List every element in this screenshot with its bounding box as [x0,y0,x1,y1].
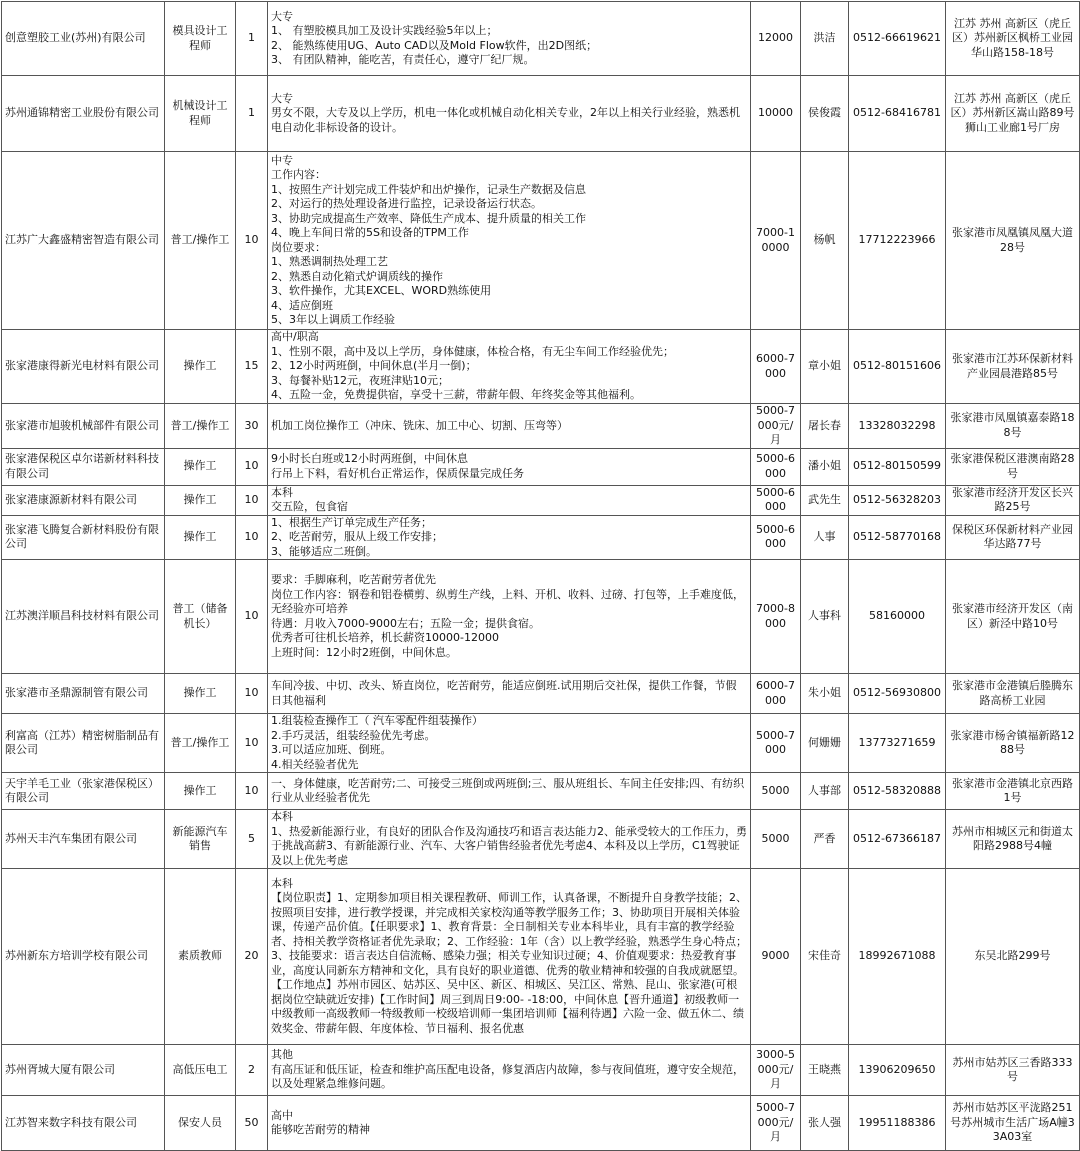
requirements-cell: 要求：手脚麻利，吃苦耐劳者优先 岗位工作内容：钢卷和铝卷横剪、纵剪生产线，上料、开机、收料、过磅、打包等，上手难度低，无经验亦可培养 待遇：月收入7000-9000左右；五险一金；提供食宿。 优秀者可往机长培养，机长薪资10000-12000 上班时间：12小时2班倒，中间休息。 [268,560,751,674]
headcount-cell: 10 [236,485,268,515]
address-cell: 东吴北路299号 [946,869,1080,1045]
company-cell: 苏州新东方培训学校有限公司 [2,869,165,1045]
salary-cell: 5000-7000 [751,714,801,773]
contact-cell: 严香 [801,810,849,869]
headcount-cell: 5 [236,810,268,869]
phone-cell: 13773271659 [849,714,946,773]
requirements-cell: 一、身体健康，吃苦耐劳;二、可接受三班倒或两班倒;三、服从班组长、车间主任安排;四、有纺织行业从业经验者优先 [268,773,751,810]
salary-cell: 5000-6000 [751,515,801,560]
headcount-cell: 50 [236,1096,268,1151]
company-cell: 天宇羊毛工业（张家港保税区）有限公司 [2,773,165,810]
phone-cell: 0512-58770168 [849,515,946,560]
table-row [2,773,1080,810]
address-cell: 张家港市金港镇北京西路1号 [946,773,1080,810]
headcount-cell: 10 [236,714,268,773]
contact-cell: 王晓燕 [801,1045,849,1096]
phone-cell: 58160000 [849,560,946,674]
position-cell: 普工/操作工 [165,152,236,330]
position-cell: 保安人员 [165,1096,236,1151]
headcount-cell: 30 [236,404,268,449]
phone-cell: 0512-58320888 [849,773,946,810]
requirements-cell: 中专 工作内容： 1、按照生产计划完成工件装炉和出炉操作，记录生产数据及信息 2、对运行的热处理设备进行监控，记录设备运行状态。 3、协助完成提高生产效率、降低生产成本、提升质量的相关工作 4、晚上车间日常的5S和设备的TPM工作 岗位要求： 1、熟悉调制热处理工艺 2、熟悉自动化箱式炉调质线的操作 3、软件操作，尤其EXCEL、WORD熟练使用 4、适应倒班 5、3年以上调质工作经验 [268,152,751,330]
address-cell: 张家港市经济开发区（南区）新泾中路10号 [946,560,1080,674]
address-cell: 保税区环保新材料产业园华达路77号 [946,515,1080,560]
address-cell: 江苏 苏州 高新区（虎丘区）苏州新区嵩山路89号狮山工业廊1号厂房 [946,76,1080,152]
position-cell: 操作工 [165,674,236,714]
phone-cell: 0512-56930800 [849,674,946,714]
requirements-cell: 大专 男女不限，大专及以上学历，机电一体化或机械自动化相关专业，2年以上相关行业经验，熟悉机电自动化非标设备的设计。 [268,76,751,152]
address-cell: 张家港市杨舍镇福新路1288号 [946,714,1080,773]
address-cell: 张家港保税区港澳南路28号 [946,448,1080,485]
requirements-cell: 其他 有高压证和低压证，检查和维护高压配电设备，修复酒店内故障，参与夜间值班，遵守安全规范，以及处理紧急维修问题。 [268,1045,751,1096]
company-cell: 张家港康得新光电材料有限公司 [2,330,165,404]
headcount-cell: 10 [236,674,268,714]
table-row [2,674,1080,714]
contact-cell: 潘小姐 [801,448,849,485]
company-cell: 苏州胥城大厦有限公司 [2,1045,165,1096]
headcount-cell: 10 [236,152,268,330]
company-cell: 苏州通锦精密工业股份有限公司 [2,76,165,152]
phone-cell: 0512-66619621 [849,2,946,76]
salary-cell: 5000-6000 [751,448,801,485]
headcount-cell: 2 [236,1045,268,1096]
table-row [2,485,1080,515]
phone-cell: 18992671088 [849,869,946,1045]
contact-cell: 朱小姐 [801,674,849,714]
company-cell: 张家港市圣鼎源制管有限公司 [2,674,165,714]
position-cell: 操作工 [165,448,236,485]
position-cell: 操作工 [165,330,236,404]
address-cell: 苏州市姑苏区平泷路251号苏州城市生活广场A幢33A03室 [946,1096,1080,1151]
headcount-cell: 10 [236,773,268,810]
salary-cell: 6000-7000 [751,674,801,714]
table-row [2,515,1080,560]
company-cell: 张家港康源新材料有限公司 [2,485,165,515]
salary-cell: 9000 [751,869,801,1045]
table-row [2,2,1080,76]
position-cell: 素质教师 [165,869,236,1045]
company-cell: 江苏广大鑫盛精密智造有限公司 [2,152,165,330]
position-cell: 普工/操作工 [165,404,236,449]
requirements-cell: 机加工岗位操作工（冲床、铣床、加工中心、切割、压弯等） [268,404,751,449]
address-cell: 苏州市姑苏区三香路333号 [946,1045,1080,1096]
table-row [2,76,1080,152]
address-cell: 张家港市凤凰镇嘉泰路188号 [946,404,1080,449]
position-cell: 操作工 [165,485,236,515]
salary-cell: 5000-7000元/月 [751,404,801,449]
salary-cell: 12000 [751,2,801,76]
headcount-cell: 1 [236,2,268,76]
table-row [2,1096,1080,1151]
table-row [2,714,1080,773]
salary-cell: 7000-10000 [751,152,801,330]
contact-cell: 屠长春 [801,404,849,449]
company-cell: 张家港飞腾复合新材料股份有限公司 [2,515,165,560]
company-cell: 创意塑胶工业(苏州)有限公司 [2,2,165,76]
table-row [2,448,1080,485]
contact-cell: 人事部 [801,773,849,810]
requirements-cell: 本科 【岗位职责】1、定期参加项目相关课程教研、师训工作，认真备课，不断提升自身教学技能；2、按照项目安排，进行教学授课，并完成相关家校沟通等教学服务工作；3、协助项目开展相关体验课，传递产品价值。【任职要求】1、教育背景：全日制相关专业本科毕业，具有丰富的教学经验者、持相关教学资格证者优先录取；2、工作经验：1年（含）以上教学经验，熟悉学生身心特点；3、技能要求：语言表达自信流畅、感染力强；相关专业知识过硬；4、价值观要求：热爱教育事业，高度认同新东方精神和文化，具有良好的职业道德、优秀的敬业精神和较强的自我成就愿望。【工作地点】苏州市园区、姑苏区、吴中区、新区、相城区、吴江区、常熟、昆山、张家港(可根据岗位空缺就近安排)【工作时间】周三到周日9:00- -18:00，中间休息【晋升通道】初级教师一中级教师一高级教师一特级教师一校级培训师一集团培训师【福利待遇】六险一金、做五休二、绩效奖金、带薪年假、年度体检、节日福利、报名优惠 [268,869,751,1045]
contact-cell: 张人强 [801,1096,849,1151]
contact-cell: 武先生 [801,485,849,515]
salary-cell: 5000-7000元/月 [751,1096,801,1151]
salary-cell: 5000-6000 [751,485,801,515]
requirements-cell: 大专 1、 有塑胶模具加工及设计实践经验5年以上； 2、 能熟练使用UG、Auto CAD以及Mold Flow软件，出2D图纸； 3、 有团队精神，能吃苦，有责任心，遵守厂纪厂规。 [268,2,751,76]
requirements-cell: 高中/职高 1、性别不限，高中及以上学历，身体健康，体检合格，有无尘车间工作经验优先； 2、12小时两班倒，中间休息(半月一倒)； 3、每餐补贴12元，夜班津贴10元； 4、五险一金，免费提供宿，享受十三薪，带薪年假、年终奖金等其他福利。 [268,330,751,404]
address-cell: 江苏 苏州 高新区（虎丘区）苏州新区枫桥工业园华山路158-18号 [946,2,1080,76]
address-cell: 张家港市江苏环保新材料产业园晨港路85号 [946,330,1080,404]
phone-cell: 0512-80151606 [849,330,946,404]
address-cell: 张家港市凤凰镇凤凰大道28号 [946,152,1080,330]
address-cell: 苏州市相城区元和街道太阳路2988号4幢 [946,810,1080,869]
headcount-cell: 10 [236,448,268,485]
salary-cell: 7000-8000 [751,560,801,674]
position-cell: 普工（储备机长） [165,560,236,674]
requirements-cell: 车间冷拔、中切、改头、矫直岗位，吃苦耐劳，能适应倒班.试用期后交社保，提供工作餐，节假日其他福利 [268,674,751,714]
table-row [2,810,1080,869]
position-cell: 高低压电工 [165,1045,236,1096]
headcount-cell: 20 [236,869,268,1045]
job-rows [2,2,1080,1151]
phone-cell: 0512-56328203 [849,485,946,515]
position-cell: 模具设计工程师 [165,2,236,76]
requirements-cell: 本科 交五险，包食宿 [268,485,751,515]
position-cell: 普工/操作工 [165,714,236,773]
company-cell: 张家港保税区卓尔诺新材料科技有限公司 [2,448,165,485]
position-cell: 新能源汽车销售 [165,810,236,869]
phone-cell: 0512-80150599 [849,448,946,485]
requirements-cell: 高中 能够吃苦耐劳的精神 [268,1096,751,1151]
headcount-cell: 10 [236,560,268,674]
contact-cell: 何姗姗 [801,714,849,773]
contact-cell: 章小姐 [801,330,849,404]
contact-cell: 洪洁 [801,2,849,76]
contact-cell: 宋佳奇 [801,869,849,1045]
company-cell: 江苏智来数字科技有限公司 [2,1096,165,1151]
headcount-cell: 1 [236,76,268,152]
headcount-cell: 10 [236,515,268,560]
address-cell: 张家港市金港镇后塍腾东路高桥工业园 [946,674,1080,714]
position-cell: 机械设计工程师 [165,76,236,152]
requirements-cell: 1.组装检查操作工（ 汽车零配件组装操作） 2.手巧灵活，组装经验优先考虑。 3.可以适应加班、倒班。 4.相关经验者优先 [268,714,751,773]
salary-cell: 10000 [751,76,801,152]
contact-cell: 侯俊霞 [801,76,849,152]
headcount-cell: 15 [236,330,268,404]
contact-cell: 杨帆 [801,152,849,330]
salary-cell: 6000-7000 [751,330,801,404]
table-row [2,560,1080,674]
company-cell: 苏州天丰汽车集团有限公司 [2,810,165,869]
phone-cell: 13906209650 [849,1045,946,1096]
phone-cell: 19951188386 [849,1096,946,1151]
company-cell: 张家港市旭骏机械部件有限公司 [2,404,165,449]
requirements-cell: 1、根据生产订单完成生产任务； 2、吃苦耐劳，服从上级工作安排； 3、能够适应二班倒。 [268,515,751,560]
requirements-cell: 9小时长白班或12小时两班倒，中间休息 行吊上下料，看好机台正常运作，保质保量完成任务 [268,448,751,485]
requirements-cell: 本科 1、热爱新能源行业，有良好的团队合作及沟通技巧和语言表达能力2、能承受较大的工作压力，勇于挑战高薪3、有新能源行业、汽车、大客户销售经验者优先考虑4、本科及以上学历，C1驾驶证及以上优先考虑 [268,810,751,869]
phone-cell: 13328032298 [849,404,946,449]
salary-cell: 5000 [751,773,801,810]
table-row [2,330,1080,404]
position-cell: 操作工 [165,773,236,810]
table-row [2,152,1080,330]
position-cell: 操作工 [165,515,236,560]
phone-cell: 0512-68416781 [849,76,946,152]
address-cell: 张家港市经济开发区长兴路25号 [946,485,1080,515]
contact-cell: 人事科 [801,560,849,674]
company-cell: 江苏澳洋顺昌科技材料有限公司 [2,560,165,674]
salary-cell: 3000-5000元/月 [751,1045,801,1096]
phone-cell: 17712223966 [849,152,946,330]
company-cell: 利富高（江苏）精密树脂制品有限公司 [2,714,165,773]
phone-cell: 0512-67366187 [849,810,946,869]
contact-cell: 人事 [801,515,849,560]
salary-cell: 5000 [751,810,801,869]
table-row [2,869,1080,1045]
table-row [2,404,1080,449]
job-listing-table [1,1,1080,1151]
table-row [2,1045,1080,1096]
